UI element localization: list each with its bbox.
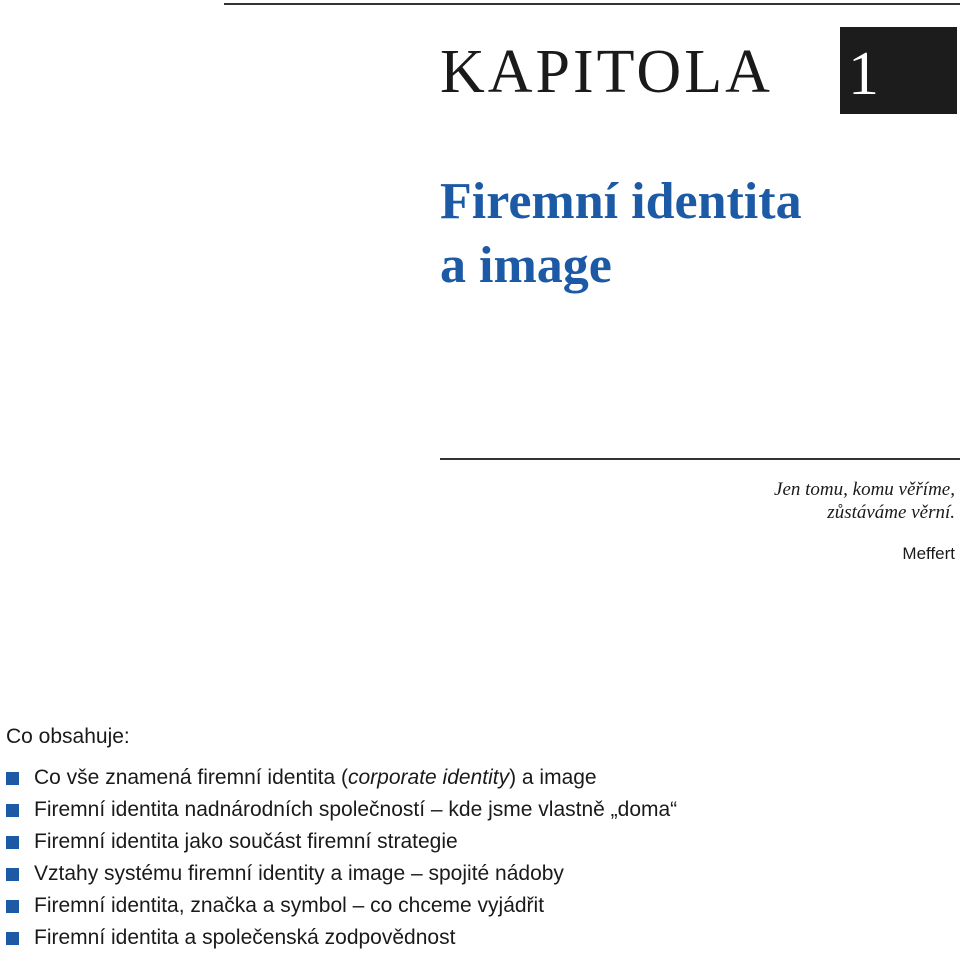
list-item: [6, 762, 677, 794]
square-bullet-icon: [6, 836, 19, 849]
chapter-title-line-2: a image: [440, 237, 612, 294]
square-bullet-icon: [6, 804, 19, 817]
epigraph-author: Meffert: [902, 544, 955, 563]
list-item: [6, 922, 677, 954]
square-bullet-icon: [6, 868, 19, 881]
list-item-text: Co vše znamená firemní identita (corporate identity) a image: [34, 766, 597, 789]
list-item-text: Firemní identita, značka a symbol – co chceme vyjádřit: [34, 894, 545, 917]
epigraph: [774, 478, 955, 524]
epigraph-line-2: zůstáváme věrní.: [827, 502, 955, 523]
list-item: [6, 826, 677, 858]
square-bullet-icon: [6, 772, 19, 785]
epigraph-rule: [440, 458, 960, 460]
list-item: [6, 858, 677, 890]
list-item-text: Firemní identita jako součást firemní strategie: [34, 830, 458, 853]
contents-heading: Co obsahuje:: [6, 725, 130, 748]
square-bullet-icon: [6, 900, 19, 913]
epigraph-line-1: Jen tomu, komu věříme,: [774, 479, 955, 500]
chapter-title: [440, 170, 802, 298]
list-item-text: Firemní identita nadnárodních společností – kde jsme vlastně „doma“: [34, 798, 678, 821]
chapter-label: KAPITOLA: [440, 38, 773, 106]
list-item-text: Vztahy systému firemní identity a image – spojité nádoby: [34, 862, 564, 885]
list-item-text: Firemní identita a společenská zodpovědnost: [34, 926, 456, 949]
square-bullet-icon: [6, 932, 19, 945]
list-item: [6, 890, 677, 922]
list-item-italic: corporate identity: [347, 766, 510, 789]
chapter-number: 1: [848, 40, 879, 108]
list-item: [6, 794, 677, 826]
contents-list: [6, 762, 677, 954]
chapter-title-line-1: Firemní identita: [440, 173, 802, 230]
top-rule: [224, 3, 960, 5]
